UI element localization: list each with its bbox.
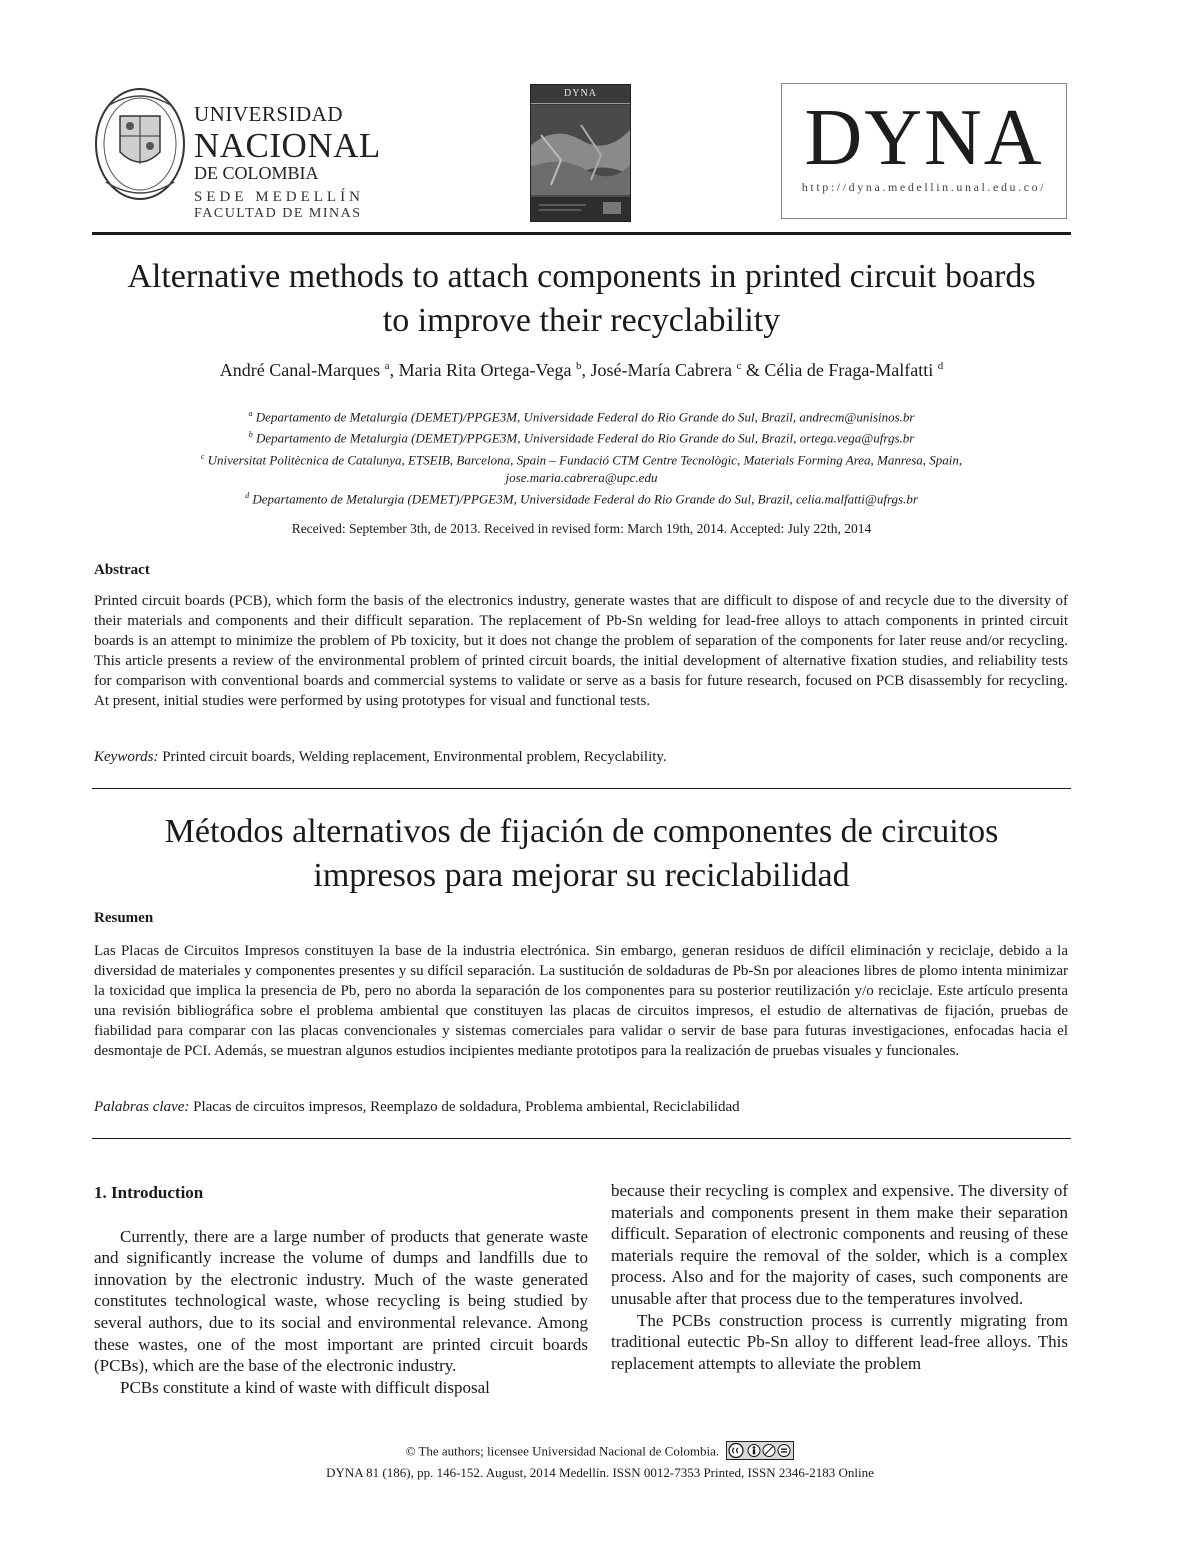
university-line2: NACIONAL bbox=[194, 126, 381, 165]
university-line3: DE COLOMBIA bbox=[194, 163, 319, 183]
section-divider-2 bbox=[92, 1138, 1071, 1139]
resumen-heading: Resumen bbox=[94, 910, 154, 926]
received-dates: Received: September 3th, de 2013. Received in revised form: March 19th, 2014. Accepted: July 22th, 2014 bbox=[291, 521, 872, 536]
abstract-text: Printed circuit boards (PCB), which form the basis of the electronics industry, generate wastes that are difficult to dispose of and recycle due to the diversity of their materials and components and their difficult separation. The replacement of Pb-Sn welding for lead-free alloys to attach components in printed circuit boards is an attempt to minimize the problem of Pb toxicity, but it does not change the problem of separation of the components for later reuse and/or recycling. This article presents a review of the environmental problem of printed circuit boards, the initial development of alternative fixation studies, and reliability tests for comparison with conventional boards and commercial systems to validate or serve as a basis for future research, focused on PCB disassembly for recycling. At present, initial studies were performed by using prototypes for visual and functional tests. bbox=[94, 593, 1068, 709]
article-title-es bbox=[92, 810, 1071, 898]
intro-paragraph-3: The PCBs construction process is currently migrating from traditional eutectic Pb-Sn alloy to different lead-free alloys. This replacement attempts to alleviate the problem bbox=[611, 1310, 1068, 1373]
affil-d-sup: d bbox=[245, 490, 250, 500]
affiliation-c-email: jose.maria.cabrera@upc.edu bbox=[505, 469, 658, 485]
journal-logo-box bbox=[781, 83, 1067, 219]
title-en-line2: to improve their recyclability bbox=[382, 302, 781, 339]
author-c-sup: c bbox=[736, 360, 742, 372]
keywords-es bbox=[94, 1099, 1068, 1116]
article-title-en bbox=[92, 255, 1071, 343]
palabras-clave-label: Palabras clave: bbox=[94, 1099, 190, 1115]
intro-paragraph-2: PCBs constitute a kind of waste with difficult disposal bbox=[120, 1377, 490, 1397]
intro-paragraph-1: Currently, there are a large number of products that generate waste and significantly increase the volume of dumps and landfills due to innovation by the electronic industry. Much of the waste generated constitutes technological waste, whose recycling is being studied by several authors, due to its social and environmental relevance. Among these wastes, one of the most important are printed circuit boards (PCBs), which are the base of the electronic industry. bbox=[94, 1226, 588, 1376]
body-column-left bbox=[94, 1180, 588, 1398]
keywords-label: Keywords: bbox=[94, 749, 159, 765]
resumen-text: Las Placas de Circuitos Impresos constituyen la base de la industria electrónica. Sin embargo, generan residuos de difícil eliminación y reciclaje, debido a la diversidad de materiales y componentes presentes y su difícil separación. La sustitución de soldaduras de Pb-Sn por aleaciones libres de plomo intenta minimizar la toxicidad que implica la presencia de Pb, pero no aborda la separación de los componentes para su posterior reutilización y/o reciclaje. Este artículo presenta una revisión bibliográfica sobre el problema ambiental que constituyen las placas de circuitos impresos, el estudio de alternativas de fijación, pruebas de fiabilidad para comparar con las placas convencionales y sistemas comerciales para validar o servir de base para futuras investigaciones, enfocadas hacia el desmontaje de PCI. Además, se muestran algunos estudios incipientes mediante prototipos para la realización de pruebas visuales y funcionales. bbox=[94, 943, 1068, 1059]
section-divider-1 bbox=[92, 788, 1071, 789]
cover-title: DYNA bbox=[564, 88, 597, 99]
journal-url[interactable]: http://dyna.medellin.unal.edu.co/ bbox=[801, 180, 1047, 194]
author-b: Maria Rita Ortega-Vega bbox=[398, 360, 572, 380]
keywords-en bbox=[94, 749, 1068, 766]
creative-commons-license-icon bbox=[726, 1441, 794, 1460]
author-d-sup: d bbox=[937, 360, 944, 372]
copyright-line bbox=[92, 1443, 1108, 1462]
intro-paragraph-2-cont: because their recycling is complex and expensive. The diversity of materials and components present in them make their separation difficult. Separation of electronic components and reusing of these materials require the removal of the solder, which is a complex process. Also and for the majority of cases, such components are unusable after that process due to the temperatures involved. bbox=[611, 1181, 1068, 1308]
title-es-line1: Métodos alternativos de fijación de componentes de circuitos bbox=[164, 813, 999, 850]
affiliation-a: $^a$ Departamento de Metalurgia (DEMET)/PPGE3M, Universidade Federal do Rio Grande do Sul, Brazil, andrecm@unisinos.br bbox=[248, 409, 915, 425]
palabras-clave-value: Placas de circuitos impresos, Reemplazo de soldadura, Problema ambiental, Reciclabilidad bbox=[193, 1099, 740, 1115]
copyright-text: © The authors; licensee Universidad Nacional de Colombia. bbox=[405, 1443, 720, 1459]
journal-name: DYNA bbox=[804, 94, 1044, 182]
author-a: André Canal-Marques bbox=[219, 360, 381, 380]
affil-c-sup: c bbox=[200, 451, 205, 461]
university-line4: SEDE MEDELLÍN bbox=[194, 189, 364, 205]
affiliation-c: $^c$ Universitat Politècnica de Catalunya, ETSEIB, Barcelona, Spain – Fundació CTM Centre Tecnològic, Materials Forming Area, Manresa, Spain, bbox=[200, 451, 963, 467]
author-c: José-María Cabrera bbox=[590, 360, 732, 380]
body-column-right bbox=[611, 1180, 1068, 1374]
title-en-line1: Alternative methods to attach components in printed circuit boards bbox=[127, 258, 1036, 295]
author-b-sup: b bbox=[576, 360, 582, 372]
affil-a-sup: a bbox=[248, 409, 253, 418]
university-line5: FACULTAD DE MINAS bbox=[194, 206, 362, 221]
keywords-value: Printed circuit boards, Welding replacement, Environmental problem, Recyclability. bbox=[162, 749, 667, 765]
citation-line: DYNA 81 (186), pp. 146-152. August, 2014 Medellín. ISSN 0012-7353 Printed, ISSN 2346-2183 Online bbox=[326, 1465, 874, 1480]
abstract-heading: Abstract bbox=[94, 562, 150, 578]
title-es-line2: impresos para mejorar su reciclabilidad bbox=[313, 857, 850, 894]
affiliation-b: $^b$ Departamento de Metalurgia (DEMET)/PPGE3M, Universidade Federal do Rio Grande do Sul, Brazil, ortega.vega@ufrgs.br bbox=[248, 430, 915, 446]
header-divider bbox=[92, 232, 1071, 235]
university-crest-logo bbox=[94, 86, 186, 204]
university-wordmark bbox=[194, 104, 404, 221]
affiliation-d: $^d$ Departamento de Metalurgia (DEMET)/PPGE3M, Universidade Federal do Rio Grande do Sul, Brazil, celia.malfatti@ufrgs.br bbox=[245, 490, 918, 507]
university-line1: UNIVERSIDAD bbox=[194, 102, 343, 126]
author-list: André Canal-Marques $^a$, Maria Rita Ortega-Vega $^b$, José-María Cabrera $^c$ & Célia de Fraga-Malfatti $^d$ bbox=[219, 360, 944, 380]
author-a-sup: a bbox=[384, 360, 390, 372]
affiliations bbox=[92, 405, 1071, 508]
affil-b-sup: b bbox=[248, 430, 253, 440]
intro-heading: 1. Introduction bbox=[94, 1183, 204, 1202]
journal-cover-image bbox=[530, 84, 631, 222]
author-d: Célia de Fraga-Malfatti bbox=[764, 360, 934, 380]
